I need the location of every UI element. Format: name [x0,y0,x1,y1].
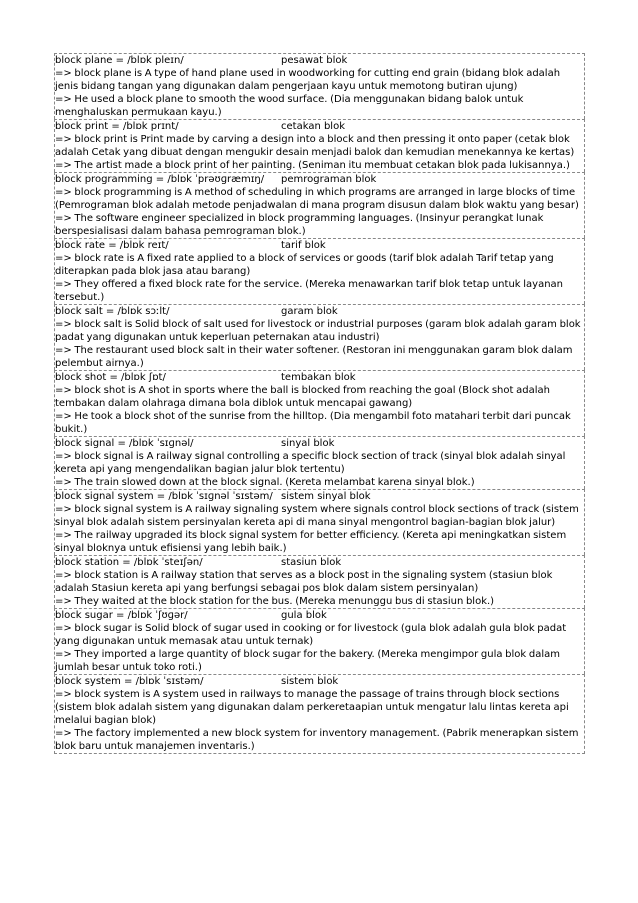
entry-header [55,490,584,503]
entry-definition: => block print is Print made by carving a design into a block and then pressing it onto paper (cetak blok adalah Cetak yang dibuat dengan mengukir desain menjadi balok dan kemudian menekannya ke kertas) [55,134,575,158]
entry-example: => The factory implemented a new block system for inventory management. (Pabrik menerapkan sistem blok baru untuk manajemen inventaris.) [55,728,579,752]
glossary-entry [54,436,585,489]
entry-translation: gula blok [281,610,327,621]
entry-example: => He took a block shot of the sunrise from the hilltop. (Dia mengambil foto matahari terbit dari puncak bukit.) [55,411,571,435]
glossary-entry [54,674,585,754]
entry-definition: => block system is A system used in railways to manage the passage of trains through block sections (sistem blok adalah sistem yang digunakan dalam perkeretaapian untuk mengatur lalu lintas kereta api melalui bagian blok) [55,689,569,726]
entry-term: block sugar = /blɒk ˈʃʊɡər/ [55,610,188,621]
entry-example: => They imported a large quantity of block sugar for the bakery. (Mereka mengimpor gula blok dalam jumlah besar untuk toko roti.) [55,649,561,673]
entry-header [55,609,584,622]
entry-example: => The train slowed down at the block signal. (Kereta melambat karena sinyal blok.) [55,477,475,488]
entry-definition: => block rate is A fixed rate applied to a block of services or goods (tarif blok adalah Tarif tetap yang diterapkan pada blok jasa atau barang) [55,253,554,277]
entry-header [55,437,584,450]
entry-example: => They waited at the block station for the bus. (Mereka menunggu bus di stasiun blok.) [55,596,495,607]
entry-definition: => block signal is A railway signal controlling a specific block section of track (sinyal blok adalah sinyal kereta api yang mengendalikan bagian jalur blok tertentu) [55,451,566,475]
entry-header [55,556,584,569]
entry-header [55,675,584,688]
entry-translation: sinyal blok [281,438,335,449]
entry-translation: stasiun blok [281,557,342,568]
glossary-entry [54,555,585,608]
entry-header [55,239,584,252]
entry-term: block signal system = /blɒk ˈsɪɡnəl ˈsɪstəm/ [55,491,273,502]
entry-header [55,371,584,384]
entry-example: => The software engineer specialized in block programming languages. (Insinyur perangkat lunak berspesialisasi dalam bahasa pemrograman blok.) [55,213,544,237]
glossary-entry [54,172,585,238]
entry-translation: pesawat blok [281,55,348,66]
glossary-entry [54,608,585,674]
entry-term: block programming = /blɒk ˈprəʊɡræmɪŋ/ [55,174,265,185]
glossary-entry [54,489,585,555]
entry-header [55,173,584,186]
entry-term: block rate = /blɒk reɪt/ [55,240,169,251]
entry-example: => The restaurant used block salt in their water softener. (Restoran ini menggunakan garam blok dalam pelembut airnya.) [55,345,573,369]
entry-header [55,305,584,318]
entry-definition: => block shot is A shot in sports where the ball is blocked from reaching the goal (Block shot adalah tembakan dalam olahraga dimana bola diblok untuk mencapai gawang) [55,385,550,409]
entry-translation: sistem sinyal blok [281,491,371,502]
glossary-entry [54,53,585,119]
entry-term: block station = /blɒk ˈsteɪʃən/ [55,557,203,568]
glossary-entry [54,370,585,436]
entry-term: block system = /blɒk ˈsɪstəm/ [55,676,204,687]
entry-translation: garam blok [281,306,338,317]
glossary-entry [54,304,585,370]
entry-definition: => block salt is Solid block of salt used for livestock or industrial purposes (garam blok adalah garam blok padat yang digunakan untuk keperluan peternakan atau industri) [55,319,581,343]
entry-definition: => block sugar is Solid block of sugar used in cooking or for livestock (gula blok adalah gula blok padat yang digunakan untuk memasak atau untuk ternak) [55,623,567,647]
entry-term: block signal = /blɒk ˈsɪɡnəl/ [55,438,194,449]
glossary-entry [54,119,585,172]
entry-definition: => block plane is A type of hand plane used in woodworking for cutting end grain (bidang blok adalah jenis bidang tangan yang digunakan dalam pengerjaan kayu untuk memotong butiran ujung) [55,68,561,92]
entry-term: block plane = /blɒk pleɪn/ [55,55,184,66]
entry-definition: => block programming is A method of scheduling in which programs are arranged in large blocks of time (Pemrograman blok adalah metode penjadwalan di mana program disusun dalam blok waktu yang besar) [55,187,579,211]
entry-example: => The artist made a block print of her painting. (Seniman itu membuat cetakan blok pada lukisannya.) [55,160,570,171]
entry-translation: cetakan blok [281,121,345,132]
entry-translation: tarif blok [281,240,326,251]
entry-example: => He used a block plane to smooth the wood surface. (Dia menggunakan bidang balok untuk menghaluskan permukaan kayu.) [55,94,524,118]
glossary-entry [54,238,585,304]
entry-definition: => block station is A railway station that serves as a block post in the signaling system (stasiun blok adalah Stasiun kereta api yang berfungsi sebagai pos blok dalam sistem persinyalan) [55,570,553,594]
entry-example: => They offered a fixed block rate for the service. (Mereka menawarkan tarif blok tetap untuk layanan tersebut.) [55,279,564,303]
entry-definition: => block signal system is A railway signaling system where signals control block sections of track (sistem sinyal blok adalah sistem persinyalan kereta api di mana sinyal mengontrol bagian-bagian blok jalur) [55,504,579,528]
entry-term: block shot = /blɒk ʃɒt/ [55,372,166,383]
glossary-list [54,53,585,754]
entry-term: block salt = /blɒk sɔːlt/ [55,306,170,317]
entry-header [55,120,584,133]
entry-translation: tembakan blok [281,372,356,383]
entry-header [55,54,584,67]
entry-translation: pemrograman blok [281,174,377,185]
entry-example: => The railway upgraded its block signal system for better efficiency. (Kereta api meningkatkan sistem sinyal bloknya untuk efisiensi yang lebih baik.) [55,530,567,554]
entry-translation: sistem blok [281,676,339,687]
entry-term: block print = /blɒk prɪnt/ [55,121,179,132]
